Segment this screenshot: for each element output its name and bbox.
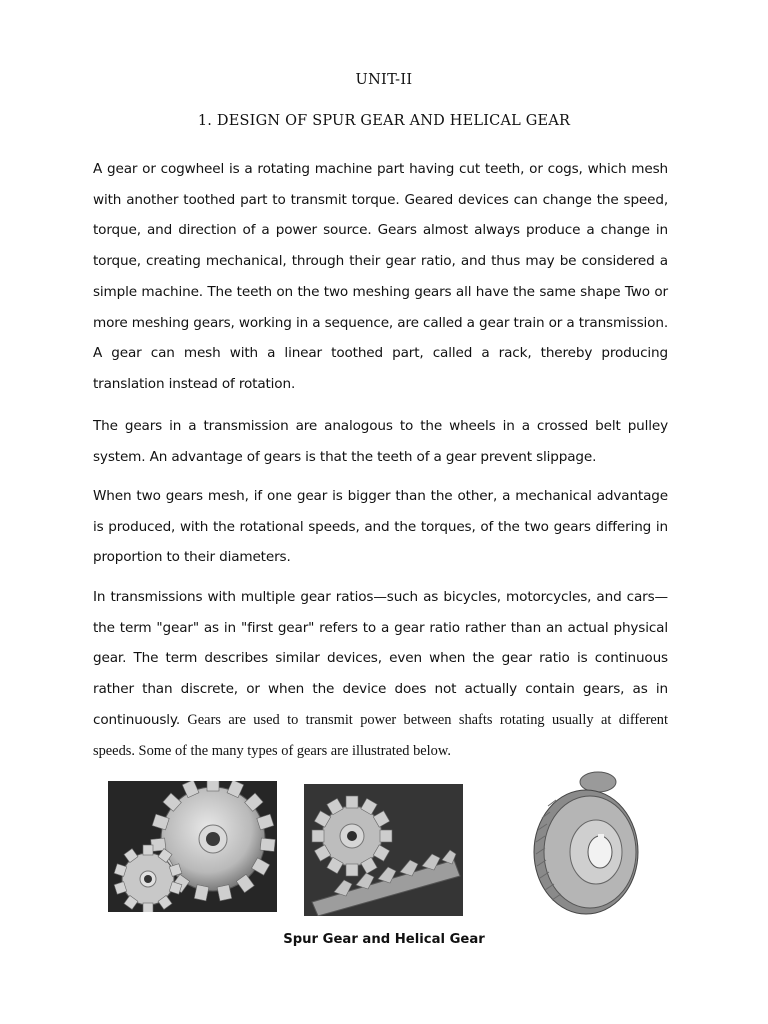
paragraph-transmission-analogy: The gears in a transmission are analogous to the wheels in a crossed belt pulley system. An advantage of gears is that the teeth of a gear prevent slippage. bbox=[93, 418, 668, 465]
section-title: 1. DESIGN OF SPUR GEAR AND HELICAL GEAR bbox=[197, 113, 571, 129]
unit-heading: UNIT-II bbox=[355, 72, 413, 88]
paragraph-gear-ratios bbox=[93, 582, 668, 766]
spur-gear-pair-photo bbox=[108, 781, 277, 912]
paragraph-gear-ratios-text: In transmissions with multiple gear ratios—such as bicycles, motorcycles, and cars—the term "gear" as in "first gear" refers to a gear ratio rather than an actual physical gear. The term describes similar devices, even when the gear ratio is continuous rather than discrete, or when the device does not actually contain gears, as in continuously. bbox=[93, 589, 668, 728]
figure-caption: Spur Gear and Helical Gear bbox=[283, 932, 485, 947]
helical-gear-photo bbox=[528, 768, 648, 928]
paragraph-gear-types-text: Gears are used to transmit power between shafts rotating usually at different speeds. Some of the many types of gears are illustrated below. bbox=[93, 711, 668, 759]
paragraph-mechanical-advantage: When two gears mesh, if one gear is bigger than the other, a mechanical advantage is produced, with the rotational speeds, and the torques, of the two gears differing in proportion to their diameters. bbox=[93, 488, 668, 566]
paragraph-gear-definition: A gear or cogwheel is a rotating machine part having cut teeth, or cogs, which mesh with another toothed part to transmit torque. Geared devices can change the speed, torque, and direction of a power source. Gears almost always produce a change in torque, creating mechanical, through their gear ratio, and thus may be considered a simple machine. The teeth on the two meshing gears all have the same shape Two or more meshing gears, working in a sequence, are called a gear train or a transmission. A gear can mesh with a linear toothed part, called a rack, thereby producing translation instead of rotation. bbox=[93, 161, 668, 392]
rack-and-pinion-photo bbox=[304, 784, 463, 916]
